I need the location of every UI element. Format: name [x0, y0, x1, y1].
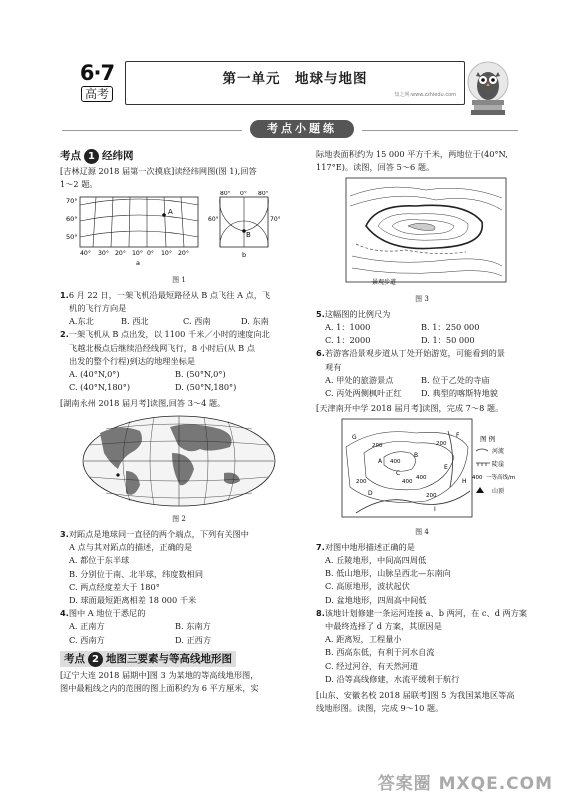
svg-text:一等高线/m: 一等高线/m	[486, 475, 516, 482]
figure-2-caption: 图 2	[172, 514, 186, 523]
figure-1	[60, 191, 298, 269]
svg-text:80°: 80°	[220, 191, 231, 198]
svg-text:30°: 30°	[98, 250, 109, 258]
option: D. 沿等高线修建，水流平缓利于航行	[325, 673, 460, 684]
figure-4-contour-map	[316, 417, 528, 521]
page-title: 第一单元 地球与地图	[222, 71, 368, 87]
option: B. (50°N,0°)	[175, 369, 226, 380]
svg-text:山顶: 山顶	[492, 488, 505, 496]
svg-text:400: 400	[390, 459, 401, 466]
figure-1a	[66, 197, 198, 267]
question-5: 5.这幅图的比例尺为 A. 1：1000 B. 1：250 000 C. 1：2000 D. 1：50 000	[316, 308, 528, 348]
option: C. 西南	[183, 316, 211, 327]
option: D. (50°N,180°)	[175, 382, 237, 393]
svg-text:B: B	[414, 452, 419, 460]
svg-text:20°: 20°	[178, 250, 189, 258]
option: B. 东南方	[175, 621, 211, 632]
svg-text:200: 200	[436, 441, 447, 448]
svg-text:F: F	[456, 432, 460, 440]
owl-icon	[458, 58, 518, 122]
point-b-label: B	[246, 231, 251, 240]
svg-text:40°: 40°	[80, 250, 91, 258]
svg-text:景观步道: 景观步道	[372, 279, 397, 287]
figure-1-caption: 图 1	[172, 275, 186, 284]
svg-text:80°: 80°	[258, 191, 269, 198]
svg-text:70°: 70°	[270, 216, 281, 224]
section-title: 考点小题练	[267, 122, 337, 135]
brand-logo: 6·7 高考	[79, 61, 115, 101]
svg-text:10°: 10°	[161, 250, 172, 258]
option: D. 盆地地形，四周高中间低	[325, 594, 427, 605]
svg-text:D: D	[368, 490, 373, 498]
svg-text:0°: 0°	[240, 191, 247, 198]
section-title-bar	[62, 122, 518, 138]
svg-text:E: E	[444, 464, 448, 472]
option: C. 西南方	[69, 634, 105, 645]
svg-text:0°: 0°	[147, 250, 155, 258]
svg-text:200: 200	[426, 493, 437, 500]
option: B. 低山地形，山脉呈西北—东南向	[325, 568, 451, 579]
svg-text:60°: 60°	[66, 215, 78, 224]
source-url: 知之网:www.zzhiedu.com	[394, 91, 456, 98]
intro-1: [吉林辽源 2018 届第一次摸底]读经纬网图(图 1),回答	[60, 166, 257, 176]
option: B. 位于乙处的寺庙	[421, 374, 490, 385]
svg-text:图 例: 图 例	[480, 435, 496, 444]
option: C. 高原地形，波状起伏	[325, 581, 410, 592]
option: D. 典型的喀斯特地貌	[421, 388, 498, 399]
question-8: 8.该地计划修建一条运河连接 a、b 两河，在 c、d 两方案 中最终选择了 d 方案，其原因是 A. 距离短，工程量小 B. 西高东低，有利于河水自流 C. 经过河谷，有天然河道 D. 沿等高线修建，水流平缓利于航行	[316, 607, 528, 686]
svg-text:10°: 10°	[132, 250, 143, 258]
left-column: 考点 1 经纬网 [吉林辽源 2018 届第一次摸底]读经纬网图(图 1),回答 1～2 题。 A 70° 60° 50° 40° 30° 20° 10° 0° 10° 20° a B 80° 0° 80° 60° 70° b 图 1 1.6 月 22 日，一架飞机沿最短路径从 B 点飞往 A 点，飞 机的飞行方向是 A.东北 B. 西北 C. 西南 D. 东南 2.一架飞机从 B 点出发，以 1100 千米／小时的速度向北 飞越北极点后继续沿经线网飞行，8 小时后(从 B 点 出发的整个行程)到达的地理坐标是 A. (40°N,0°) B. (50°N,0°) C. (40°N,180°) D. (50°N,180°) [湖南永州 2018 届月考]读图,回答 3～4 题。 图 2 3.对跖点是地球同一直径的两个端点，下列有关图中 A 点与其对跖点的描述，正确的是 A. 都位于东半球 B. 分别位于南、北半球，纬度数相同 C. 两点经度差大于 180° D. 球面最短距离相差 18 000 千米 4.图中 A 地位于悉尼的 A. 正南方 B. 东南方 C. 西南方 D. 正西方 考点 2 地图三要素与等高线地形图 [辽宁大连 2018 届期中]图 3 为某地的等高线地形图， 图中最粗线之内的范围的图上面积约为 6 平方厘米，实	[60, 148, 298, 695]
question-2: 2.一架飞机从 B 点出发，以 1100 千米／小时的速度向北 飞越北极点后继续沿经线网飞行，8 小时后(从 B 点 出发的整个行程)到达的地理坐标是 A. (40°N,0°) B. (50°N,0°) C. (40°N,180°) D. (50°N,180°)	[60, 328, 298, 394]
option: C. 1：2000	[325, 335, 371, 346]
svg-text:H: H	[462, 478, 467, 486]
figure-3-caption: 图 3	[415, 294, 429, 303]
option: C. 两点经度差大于 180°	[69, 581, 160, 592]
option: A. 丘陵地形，中间高四周低	[325, 555, 427, 566]
svg-text:20°: 20°	[115, 250, 126, 258]
unit-title-bar	[125, 61, 465, 105]
svg-text:河流: 河流	[492, 448, 505, 456]
svg-text:I: I	[434, 506, 436, 514]
option: D. 球面最短距离相差 18 000 千米	[69, 595, 197, 606]
option: A. 正南方	[69, 621, 105, 632]
svg-text:400: 400	[472, 475, 483, 482]
svg-text:陡崖: 陡崖	[492, 461, 505, 469]
svg-text:400: 400	[402, 479, 413, 486]
right-column: 际地表面积约为 15 000 平方千米，两地位于(40°N, 117°E)。读图，回答 5～6 题。 景观步道 图 3 5.这幅图的比例尺为 A. 1：1000 B. 1：250 000 C. 1：2000 D. 1：50 000 6.若游客沿景观步道从丁处开始游览，可能看到的景 观有 A. 甲处的旅游景点 B. 位于乙处的寺庙 C. 丙处两侧枫叶正红 D. 典型的喀斯特地貌 [天津南开中学 2018 届月考]读图，完成 7～8 题。 400 200 200 400 200 200 400 A B C D E F G H I 图 例 河流 陡崖 400 一等高线/m 山顶 图 4 7.对图中地形描述正确的是 A. 丘陵地形，中间高四周低 B. 低山地形，山脉呈西北—东南向 C. 高原地形，波状起伏 D. 盆地地形，四周高中间低 8.该地计划修建一条运河连接 a、b 两河，在 c、d 两方案 中最终选择了 d 方案，其原因是 A. 距离短，工程量小 B. 西高东低，有利于河水自流 C. 经过河谷，有天然河道 D. 沿等高线修建，水流平缓利于航行 [山东、安徽名校 2018 届联考]图 5 为我国某地区等高 线地形图。读图，完成 9～10 题。	[316, 149, 528, 714]
point-a-label: A	[168, 208, 173, 217]
watermark: 答案圈 MXQE.COM	[377, 773, 553, 794]
intro-2: [湖南永州 2018 届月考]读图,回答 3～4 题。	[60, 398, 226, 409]
question-4: 4.图中 A 地位于悉尼的 A. 正南方 B. 东南方 C. 西南方 D. 正西方	[60, 607, 298, 647]
option: A. (40°N,0°)	[69, 369, 120, 380]
figure-4-caption: 图 4	[415, 527, 429, 536]
option: A. 甲处的旅游景点	[325, 374, 394, 385]
kp2-heading: 考点 2 地图三要素与等高线地形图	[60, 651, 298, 667]
svg-text:400: 400	[416, 475, 427, 482]
figure-2-world-map	[60, 413, 298, 509]
question-7: 7.对图中地形描述正确的是 A. 丘陵地形，中间高四周低 B. 低山地形，山脉呈西北—东南向 C. 高原地形，波状起伏 D. 盆地地形，四周高中间低	[316, 541, 528, 607]
intro-4: [天津南开中学 2018 届月考]读图，完成 7～8 题。	[316, 403, 504, 414]
question-6: 6.若游客沿景观步道从丁处开始游览，可能看到的景 观有 A. 甲处的旅游景点 B. 位于乙处的寺庙 C. 丙处两侧枫叶正红 D. 典型的喀斯特地貌	[316, 347, 528, 400]
option: B. 西高东低，有利于河水自流	[325, 647, 435, 658]
option: B. 西北	[121, 316, 149, 327]
svg-text:G: G	[352, 434, 357, 442]
svg-text:A: A	[378, 458, 383, 466]
option: C. 经过河谷，有天然河道	[325, 660, 419, 671]
intro-3: [辽宁大连 2018 届期中]图 3 为某地的等高线地形图，	[60, 669, 259, 680]
option: A. 距离短，工程量小	[325, 634, 402, 645]
figure-3-contour-map	[316, 176, 528, 288]
svg-text:a: a	[136, 259, 140, 268]
option: A.东北	[69, 316, 94, 327]
option: B. 分别位于南、北半球，纬度数相同	[69, 568, 204, 579]
option: D. 正西方	[175, 634, 212, 645]
svg-text:b: b	[242, 251, 247, 260]
option: C. 丙处两侧枫叶正红	[325, 388, 402, 399]
question-3: 3.对跖点是地球同一直径的两个端点，下列有关图中 A 点与其对跖点的描述，正确的是 A. 都位于东半球 B. 分别位于南、北半球，纬度数相同 C. 两点经度差大于 180° D. 球面最短距离相差 18 000 千米	[60, 528, 298, 607]
intro-5: [山东、安徽名校 2018 届联考]图 5 为我国某地区等高	[316, 690, 515, 701]
svg-text:60°: 60°	[208, 216, 219, 224]
question-1: 1.6 月 22 日，一架飞机沿最短路径从 B 点飞往 A 点，飞 机的飞行方向是 A.东北 B. 西北 C. 西南 D. 东南	[60, 289, 298, 329]
figure-1b	[208, 191, 281, 259]
option: A. 都位于东半球	[69, 555, 130, 566]
svg-text:200: 200	[356, 479, 367, 486]
svg-text:70°: 70°	[66, 197, 78, 206]
option: C. (40°N,180°)	[69, 382, 131, 393]
svg-text:200: 200	[372, 443, 383, 450]
option: B. 1：250 000	[421, 322, 480, 333]
kp1-heading: 考点 1 经纬网	[60, 150, 134, 162]
svg-text:50°: 50°	[66, 233, 78, 242]
option: D. 1：50 000	[421, 335, 475, 346]
option: D. 东南	[241, 316, 269, 327]
figure-4-legend	[472, 434, 515, 495]
svg-text:C: C	[396, 470, 401, 478]
option: A. 1：1000	[325, 322, 371, 333]
